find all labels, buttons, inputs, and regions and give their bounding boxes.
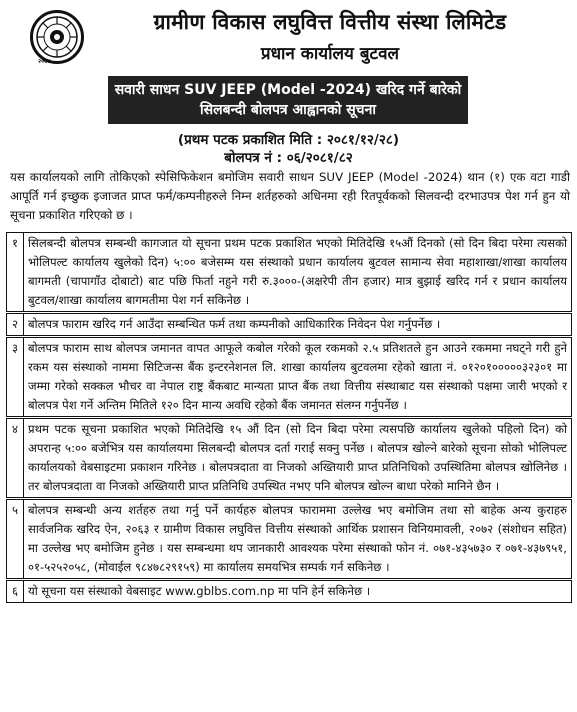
term-number: १ [7, 233, 24, 313]
header [0, 0, 577, 70]
logo-year: २०७४ [38, 58, 51, 65]
notice-title-line-1: सवारी साधन SUV JEEP (Model -2024) खरिद गर्ने बारेको [114, 82, 462, 98]
bid-number: बोलपत्र नं : ०६/२०८१/८२ [224, 150, 353, 166]
term-row [7, 499, 572, 580]
term-row [7, 233, 572, 313]
seal-emblem-icon [33, 13, 81, 61]
notice-title-banner [108, 76, 468, 124]
term-text: प्रथम पटक सूचना प्रकाशित भएको मितिदेखि १५ औं दिन (सो दिन बिदा परेमा त्यसपछि कार्यालय खुलेको पहिलो दिन) को अपरान्ह ५:०० बजेभित्र यस कार्यालयमा सिलबन्दी बोलपत्र दर्ता गराई सक्नु पर्नेछ । बोलपत्र खोल्ने बारेको सूचना सोको भोलिपल्ट कार्यालयको वेबसाइटमा प्रकाशन गरिनेछ । बोलपत्रदाता वा निजको अख्तियारी प्राप्त प्रतिनिधिको उपस्थितिमा बोलपत्र खोलिनेछ । तर बोलपत्रदाता वा निजको अख्तियारी प्राप्त प्रतिनिधि उपस्थित नभए पनि बोलपत्र खोल्न बाधा परेको मानिने छैन । [24, 418, 572, 499]
intro-paragraph: यस कार्यालयको लागि तोकिएको स्पेसिफिकेशन बमोजिम सवारी साधन SUV JEEP (Model -2024) थान (१) एक वटा गाडी आपूर्ति गर्न इच्छुक इजाजत प्राप्त फर्म/कम्पनीहरुले निम्न शर्तहरुको अधिनमा रही रितपूर्वकको सिलवन्दी दरभाउपत्र पेश गर्न हुन यो सूचना प्रकाशित गरिएको छ । [10, 170, 570, 222]
term-text: यो सूचना यस संस्थाको वेबसाइट www.gblbs.com.np मा पनि हेर्न सकिनेछ । [24, 580, 572, 603]
term-text: बोलपत्र फाराम खरिद गर्न आउँदा सम्बन्धित फर्म तथा कम्पनीको आधिकारिक निवेदन पेश गर्नुपर्नेछ । [24, 313, 572, 337]
terms-table [6, 232, 572, 603]
term-number: ६ [7, 580, 24, 603]
notice-title-line-2: सिलबन्दी बोलपत्र आह्वानको सूचना [200, 102, 376, 118]
term-text: बोलपत्र सम्बन्धी अन्य शर्तहरु तथा गर्नु पर्ने कार्यहरु बोलपत्र फाराममा उल्लेख भए बमोजिम तथा सो बाहेक अन्य कुराहरु सार्वजनिक खरिद ऐन, २०६३ र ग्रामीण विकास लघुवित्त वित्तीय संस्थाको आर्थिक प्रशासन विनियमावली, २०७२ (संशोधन सहित) मा उल्लेख भए बमोजिम हुनेछ । यस सम्बन्धमा थप जानकारी आवश्यक परेमा संस्थाको फोन नं. ०७१-४३५७३० र ०७१-४३७९५१, ०१-५२५२०५८, (मोवाईल ९८४७८२९१५९) मा कार्यालय समयभित्र सम्पर्क गर्न सकिनेछ । [24, 499, 572, 580]
term-row [7, 418, 572, 499]
term-row [7, 337, 572, 418]
term-number: ५ [7, 499, 24, 580]
term-number: ३ [7, 337, 24, 418]
term-number: २ [7, 313, 24, 337]
term-row [7, 580, 572, 603]
term-text: बोलपत्र फाराम साथ बोलपत्र जमानत वापत आफूले कबोल गरेको कूल रकमको २.५ प्रतिशतले हुन आउने रकममा नघट्ने गरी हुने रकम यस संस्थाको नाममा सिटिजन्स बैंक इन्टरनेशनल लि. शाखा कार्यालय बुटवलमा रहेको खाता नं. ०१२०१०००००३२३०१ मा जम्मा गरेको सक्कल भौचर वा नेपाल राष्ट्र बैंकबाट मान्यता प्राप्त बैंक तथा वित्तीय संस्थाबाट यस संस्थाको पक्षमा जारी भएको र बोलपत्र पेश गर्ने अन्तिम मितिले १२० दिन मान्य अवधि रहेको बैंक जमानत संलग्न गर्नुपर्नेछ । [24, 337, 572, 418]
term-row [7, 313, 572, 337]
office-name: प्रधान कार्यालय बुटवल [260, 44, 400, 64]
term-text: सिलबन्दी बोलपत्र सम्बन्धी कागजात यो सूचना प्रथम पटक प्रकाशित भएको मितिदेखि १५औं दिनको (सो दिन बिदा परेमा त्यसको भोलिपल्ट कार्यालय खुलेको दिन) ५:०० बजेसम्म यस संस्थाको प्रधान कार्यालय बुटवल सामान्य सेवा महाशाखा/शाखा कार्यालय बागमती (चापागाँउ दोबाटो) बाट पछि फिर्ता नहुने गरी रु.३०००-(अक्षरेपी तीन हजार) मात्र बुझाई खरिद गर्न र प्रधान कार्यालय बुटवल/शाखा कार्यालय बागमतीमा पेश गर्न सकिनेछ । [24, 233, 572, 313]
term-number: ४ [7, 418, 24, 499]
publication-date: (प्रथम पटक प्रकाशित मिति : २०८१/१२/२८) [177, 132, 400, 148]
organization-name: ग्रामीण विकास लघुवित्त वित्तीय संस्था लिमिटेड [153, 10, 507, 34]
organization-logo-icon [30, 10, 84, 64]
